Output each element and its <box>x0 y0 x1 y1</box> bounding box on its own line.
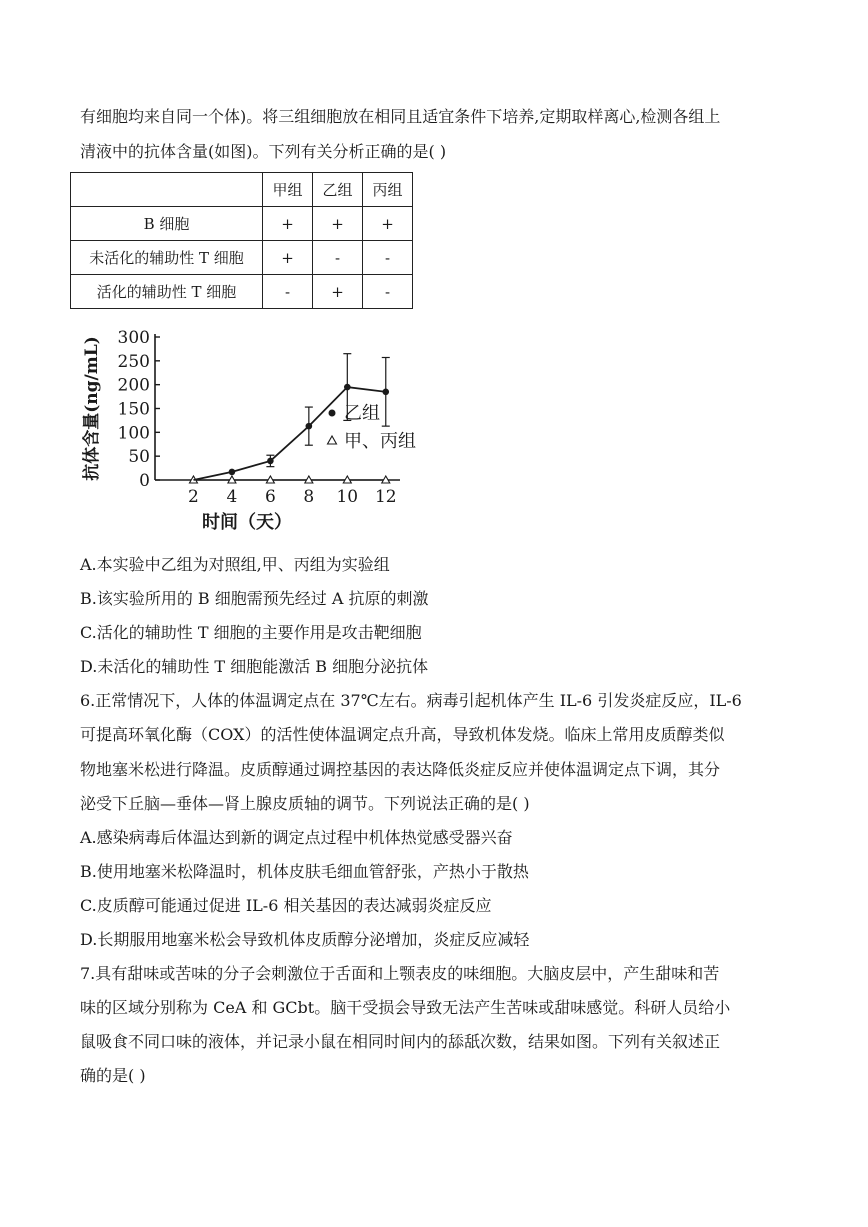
y-tick-label: 100 <box>117 423 150 444</box>
table-row <box>71 207 413 241</box>
intro-line-1: 有细胞均来自同一个体)。将三组细胞放在相同且适宜条件下培养,定期取样离心,检测各组上 <box>80 107 721 126</box>
point-yi <box>267 458 274 465</box>
row-label: 活化的辅助性 T 细胞 <box>71 275 263 309</box>
q7-stem-line: 味的区域分别称为 CeA 和 GCbt。脑干受损会导致无法产生苦味或甜味感觉。科研人员给小 <box>80 998 731 1017</box>
point-yi <box>229 469 236 476</box>
y-tick-label: 0 <box>139 471 150 491</box>
table-header-cell: 甲组 <box>263 173 313 207</box>
table-cell: - <box>363 275 413 309</box>
table-cell: + <box>263 241 313 275</box>
y-tick-label: 250 <box>117 351 150 372</box>
table-header-row <box>71 173 413 207</box>
table-cell: + <box>313 275 363 309</box>
x-tick-label: 4 <box>226 487 238 507</box>
legend-marker-jia-bing <box>328 436 337 444</box>
q6-option-c: C.皮质醇可能通过促进 IL-6 相关基因的表达减弱炎症反应 <box>80 896 492 915</box>
x-axis-label: 时间（天） <box>202 512 292 533</box>
chart-legend <box>328 403 417 452</box>
y-tick-label: 300 <box>117 328 150 348</box>
point-yi <box>306 423 313 430</box>
table-cell: - <box>363 241 413 275</box>
q6-stem-line: 物地塞米松进行降温。皮质醇通过调控基因的表达降低炎症反应并使体温调定点下调，其分 <box>80 760 721 779</box>
table-header-cell: 乙组 <box>313 173 363 207</box>
table-cell: - <box>313 241 363 275</box>
table-cell: - <box>263 275 313 309</box>
q6-option-d: D.长期服用地塞米松会导致机体皮质醇分泌增加，炎症反应减轻 <box>80 930 530 949</box>
row-label: 未活化的辅助性 T 细胞 <box>71 241 263 275</box>
antibody-chart <box>70 322 450 537</box>
intro-line-2: 清液中的抗体含量(如图)。下列有关分析正确的是( ) <box>80 142 447 161</box>
x-tick-label: 6 <box>264 487 276 507</box>
table-header-cell <box>71 173 263 207</box>
q7-stem-line: 确的是( ) <box>80 1066 146 1085</box>
q7-stem-line: 7.具有甜味或苦味的分子会刺激位于舌面和上颚表皮的味细胞。大脑皮层中，产生甜味和苦 <box>80 964 720 983</box>
y-tick-label: 50 <box>128 447 150 468</box>
legend-marker-yi <box>329 410 336 417</box>
q5-option-c: C.活化的辅助性 T 细胞的主要作用是攻击靶细胞 <box>80 623 422 642</box>
y-axis-label: 抗体含量(ng/mL) <box>82 336 102 481</box>
x-tick-label: 8 <box>303 487 315 507</box>
legend-label-jia-bing: 甲、丙组 <box>344 431 416 452</box>
q5-option-d: D.未活化的辅助性 T 细胞能激活 B 细胞分泌抗体 <box>80 657 429 676</box>
table-row <box>71 275 413 309</box>
q6-option-a: A.感染病毒后体温达到新的调定点过程中机体热觉感受器兴奋 <box>80 828 513 847</box>
q7-stem-line: 鼠吸食不同口味的液体，并记录小鼠在相同时间内的舔舐次数，结果如图。下列有关叙述正 <box>80 1032 721 1051</box>
q6-option-b: B.使用地塞米松降温时，机体皮肤毛细血管舒张，产热小于散热 <box>80 862 529 881</box>
q5-option-b: B.该实验所用的 B 细胞需预先经过 A 抗原的刺激 <box>80 589 429 608</box>
row-label: B 细胞 <box>71 207 263 241</box>
q5-option-a: A.本实验中乙组为对照组,甲、丙组为实验组 <box>80 555 390 574</box>
cell-group-table <box>70 172 413 309</box>
table-row <box>71 241 413 275</box>
point-yi <box>344 384 351 391</box>
x-tick-label: 10 <box>336 487 359 507</box>
table-cell: + <box>363 207 413 241</box>
x-tick-label: 2 <box>188 487 199 507</box>
q6-stem-line: 泌受下丘脑—垂体—肾上腺皮质轴的调节。下列说法正确的是( ) <box>80 794 530 813</box>
y-tick-label: 200 <box>117 375 150 396</box>
x-tick-label: 12 <box>374 487 397 507</box>
table-cell: + <box>263 207 313 241</box>
legend-label-yi: 乙组 <box>344 403 380 424</box>
point-yi <box>382 389 389 396</box>
q6-stem-line: 可提高环氧化酶（COX）的活性使体温调定点升高，导致机体发烧。临床上常用皮质醇类似 <box>80 725 725 744</box>
table-cell: + <box>313 207 363 241</box>
y-tick-label: 150 <box>117 399 150 420</box>
q6-stem-line: 6.正常情况下，人体的体温调定点在 37℃左右。病毒引起机体产生 IL-6 引发炎症反应，IL-6 <box>80 691 742 710</box>
table-header-cell: 丙组 <box>363 173 413 207</box>
